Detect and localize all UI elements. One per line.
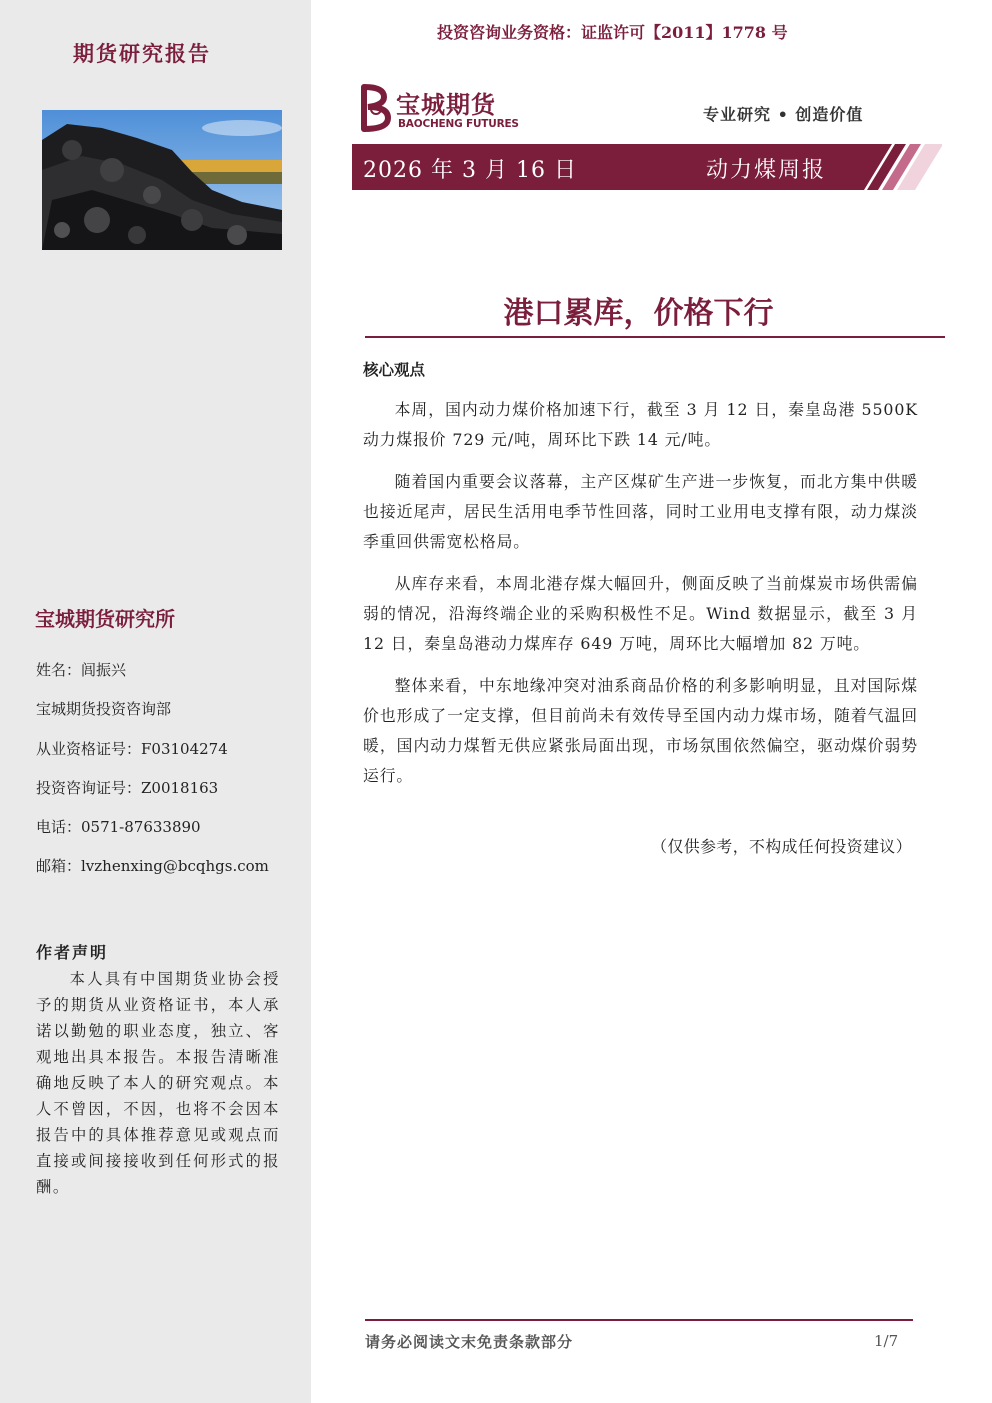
- company-logo: [358, 83, 528, 133]
- sidebar: [0, 0, 311, 1403]
- author-statement-title: 作者声明: [36, 943, 109, 962]
- phone-number: 电话：0571-87633890: [36, 818, 201, 837]
- report-date: 2026 年 3 月 16 日: [363, 158, 577, 183]
- author-statement-body: 本人具有中国期货业协会授予的期货从业资格证书，本人承诺以勤勉的职业态度，独立、客观地出具本报告。本报告清晰准确地反映了本人的研究观点。本人不曾因，不因，也将不会因本报告中的具体推荐意见或观点而直接或间接接收到任何形式的报酬。: [36, 970, 280, 1196]
- title-divider: [365, 336, 945, 338]
- core-view-heading: 核心观点: [363, 360, 426, 379]
- logo-chinese-name: 宝城期货: [396, 91, 496, 119]
- institute-name: 宝城期货研究所: [35, 607, 175, 631]
- consulting-number: 投资咨询证号：Z0018163: [36, 778, 219, 797]
- coal-pile-photo: [42, 110, 282, 250]
- footer-divider: [365, 1319, 913, 1321]
- license-info: 投资咨询业务资格：证监许可【2011】1778 号: [437, 23, 788, 42]
- email-address: 邮箱：lvzhenxing@bcqhgs.com: [36, 857, 269, 876]
- company-slogan: 专业研究 • 创造价值: [703, 105, 864, 124]
- paragraph: 随着国内重要会议落幕，主产区煤矿生产进一步恢复，而北方集中供暖也接近尾声，居民生活用电季节性回落，同时工业用电支撑有限，动力煤淡季重回供需宽松格局。: [363, 472, 918, 551]
- article-title: 港口累库，价格下行: [503, 296, 774, 331]
- paragraph: 本周，国内动力煤价格加速下行，截至 3 月 12 日，秦皇岛港 5500K 动力煤报价 729 元/吨，周环比下跌 14 元/吨。: [363, 400, 918, 449]
- paragraph: 从库存来看，本周北港存煤大幅回升，侧面反映了当前煤炭市场供需偏弱的情况，沿海终端企业的采购积极性不足。Wind 数据显示，截至 3 月 12 日，秦皇岛港动力煤库存 649 万吨，周环比大幅增加 82 万吨。: [363, 574, 918, 653]
- investment-disclaimer: （仅供参考，不构成任何投资建议）: [651, 837, 912, 856]
- article-body: [363, 395, 918, 791]
- coal-pile-image: [42, 110, 282, 250]
- logo-emblem-icon: [358, 83, 394, 133]
- footer-disclaimer-note: 请务必阅读文末免责条款部分: [365, 1333, 574, 1351]
- analyst-contact: [36, 658, 269, 894]
- report-type: 动力煤周报: [706, 158, 827, 183]
- qualification-number: 从业资格证号：F03104274: [36, 739, 228, 758]
- paragraph: 整体来看，中东地缘冲突对油系商品价格的利多影响明显，且对国际煤价也形成了一定支撑，但目前尚未有效传导至国内动力煤市场，随着气温回暖，国内动力煤暂无供应紧张局面出现，市场氛围依然偏空，驱动煤价弱势运行。: [363, 676, 918, 785]
- logo-english-name: BAOCHENG FUTURES: [398, 118, 519, 130]
- report-series-title: 期货研究报告: [73, 41, 211, 66]
- analyst-name: 姓名：闾振兴: [36, 661, 127, 679]
- page-number: 1/7: [874, 1332, 899, 1350]
- analyst-department: 宝城期货投资咨询部: [36, 700, 172, 719]
